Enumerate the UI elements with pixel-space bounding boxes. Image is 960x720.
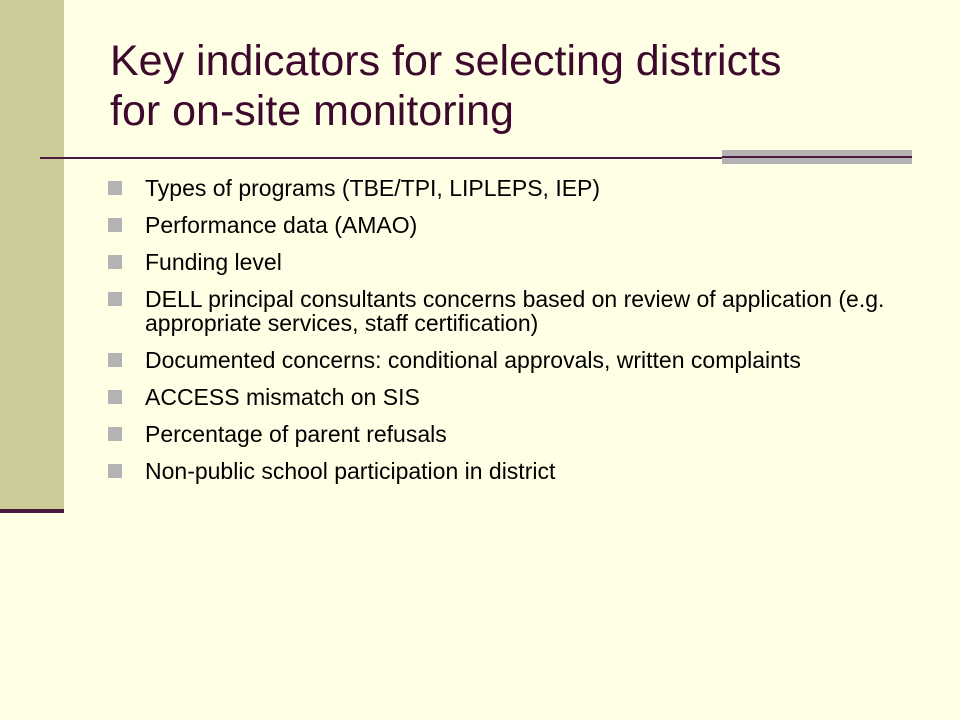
bullet-text: Types of programs (TBE/TPI, LIPLEPS, IEP) <box>145 175 601 201</box>
square-bullet-icon <box>108 181 122 195</box>
title-accent-rule <box>722 156 912 158</box>
bullet-list <box>108 172 928 492</box>
bullet-item-documented-concerns <box>108 344 928 372</box>
bullet-item-parent-refusals <box>108 418 928 446</box>
bullet-text: Percentage of parent refusals <box>145 421 447 447</box>
square-bullet-icon <box>108 464 122 478</box>
bullet-text: Non-public school participation in district <box>145 458 556 484</box>
slide-title-line-2: for on-site monitoring <box>110 87 514 135</box>
bullet-item-performance-data <box>108 209 928 237</box>
bullet-item-access-mismatch <box>108 381 928 409</box>
bullet-item-funding-level <box>108 246 928 274</box>
square-bullet-icon <box>108 427 122 441</box>
side-bar-accent-line <box>0 509 64 513</box>
bullet-item-program-types <box>108 172 928 200</box>
decorative-side-bar <box>0 0 64 512</box>
square-bullet-icon <box>108 255 122 269</box>
slide-title-line-1: Key indicators for selecting districts <box>110 37 782 85</box>
slide-title <box>110 36 930 136</box>
bullet-text: Documented concerns: conditional approvals, written complaints <box>145 347 801 373</box>
bullet-text: DELL principal consultants concerns based on review of application (e.g. appropriate services, staff certification) <box>145 286 885 336</box>
square-bullet-icon <box>108 292 122 306</box>
bullet-text: ACCESS mismatch on SIS <box>145 384 420 410</box>
square-bullet-icon <box>108 390 122 404</box>
bullet-text: Funding level <box>145 249 282 275</box>
square-bullet-icon <box>108 353 122 367</box>
square-bullet-icon <box>108 218 122 232</box>
bullet-item-non-public-school <box>108 455 928 483</box>
bullet-item-dell-concerns <box>108 283 928 335</box>
bullet-text: Performance data (AMAO) <box>145 212 418 238</box>
